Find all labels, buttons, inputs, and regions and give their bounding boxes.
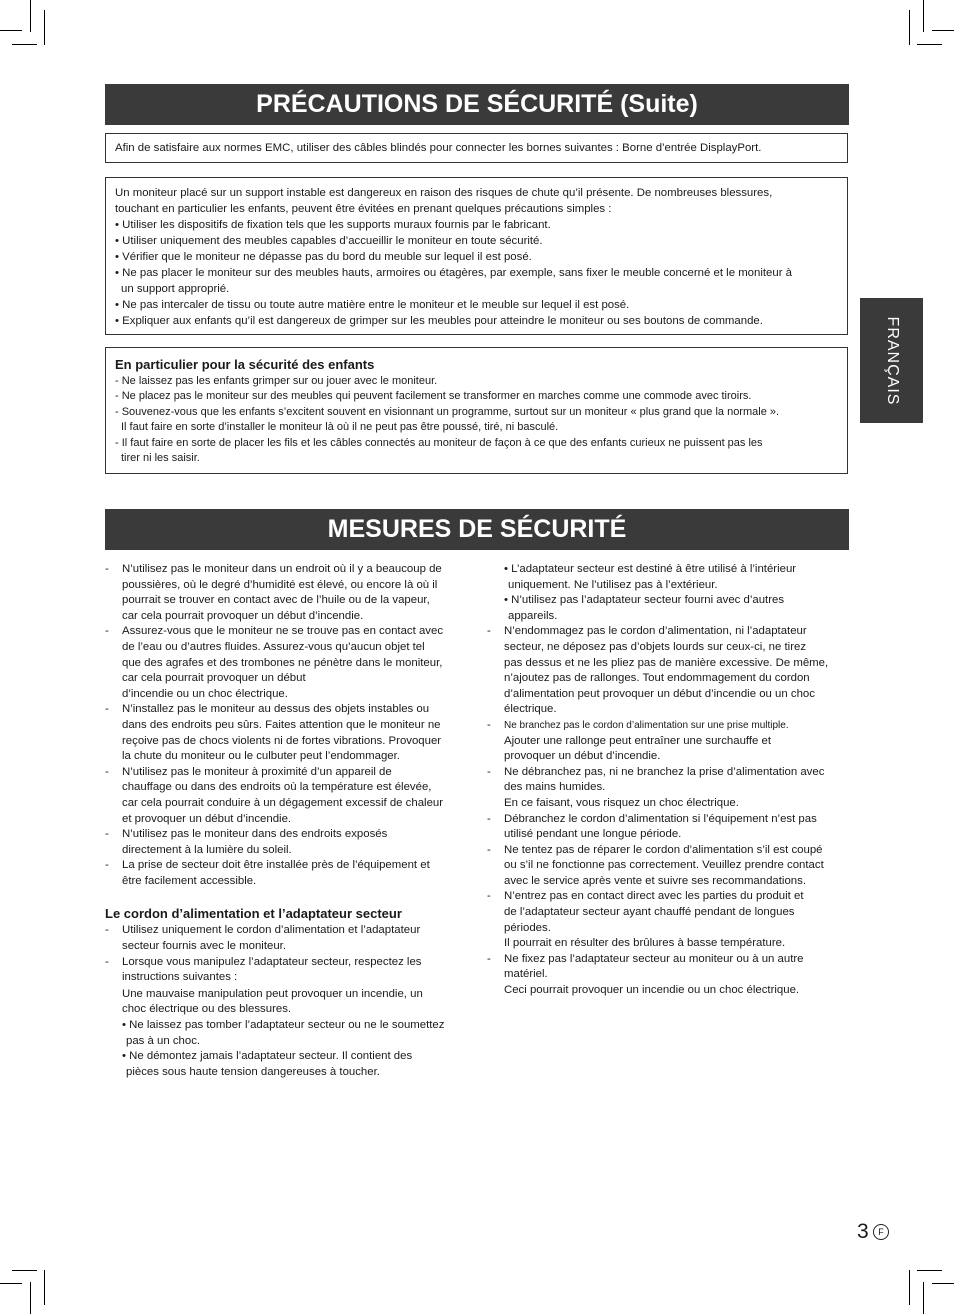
- list-item: - La prise de secteur doit être installée près de l’équipement et être facilement accessible.: [105, 859, 430, 887]
- stability-intro: Un moniteur placé sur un support instable est dangereux en raison des risques de chute qu’il présente. De nombreuses blessures,: [115, 187, 773, 199]
- list-item: - N’installez pas le moniteur au dessus des objets instables ou dans des endroits peu sûrs. Faites attention que le moniteur ne reçoive pas de chocs violents ni de fortes vibrations. Provoquer la chute du moniteur ou le culbuter peut l’endommager.: [105, 703, 442, 763]
- stability-item: • Utiliser uniquement des meubles capables d’accueillir le moniteur en toute sécurité.: [115, 235, 543, 247]
- child-safety-line: - Ne laissez pas les enfants grimper sur ou jouer avec le moniteur.: [115, 375, 438, 387]
- list-item: - Ne branchez pas le cordon d’alimentation sur une prise multiple. Ajouter une rallonge peut entraîner une surchauffe et provoquer un début d’incendie.: [487, 718, 789, 763]
- list-item: - Lorsque vous manipulez l’adaptateur secteur, respectez les instructions suivantes :: [105, 955, 422, 984]
- stability-item: • Expliquer aux enfants qu’il est dangereux de grimper sur les meubles pour atteindre le moniteur ou ses boutons de commande.: [115, 315, 763, 327]
- list-item: - N’utilisez pas le moniteur dans des endroits exposés directement à la lumière du soleil.: [105, 828, 388, 856]
- left-column: [105, 562, 470, 1080]
- child-safety-box: [105, 347, 848, 474]
- list-item: - Assurez-vous que le moniteur ne se trouve pas en contact avec de l’eau ou d’autres fluides. Assurez-vous qu’aucun objet tel que des agrafes et des trombones ne pénètre dans le moniteur, car cela pourrait provoquer un début d’incendie ou un choc électrique.: [105, 625, 444, 700]
- list-item: - Débranchez le cordon d’alimentation si l’équipement n’est pas utilisé pendant une longue période.: [487, 812, 817, 841]
- stability-item: • Ne pas placer le moniteur sur des meubles hauts, armoires ou étagères, par exemple, sans fixer le meuble concerné et le moniteur à: [115, 267, 793, 279]
- list-item: - Ne fixez pas l’adaptateur secteur au moniteur ou à un autre matériel. Ceci pourrait provoquer un incendie ou un choc électrique.: [487, 952, 804, 997]
- list-item: - Ne tentez pas de réparer le cordon d’alimentation s’il est coupé ou s’il ne fonctionne pas correctement. Veuillez prendre contact avec le service après vente et suivre ses recommandations.: [487, 843, 824, 887]
- child-safety-line: - Ne placez pas le moniteur sur des meubles qui peuvent facilement se transformer en marches comme une commode avec tiroirs.: [115, 390, 752, 403]
- child-safety-line: Il faut faire en sorte d’installer le moniteur là où il ne peut pas être poussé, tiré, ni basculé.: [121, 421, 559, 434]
- list-item: - Utilisez uniquement le cordon d’alimentation et l’adaptateur secteur fournis avec le moniteur.: [105, 924, 421, 953]
- list-item: - N’utilisez pas le moniteur dans un endroit où il y a beaucoup de poussières, où le degré d’humidité est élevé, ou encore là où il pourrait se trouver en contact avec de l’huile ou de la vapeur, car cela pourrait provoquer un début d’incendie.: [105, 563, 442, 622]
- list-item: - N’entrez pas en contact direct avec les parties du produit et de l’adaptateur secteur ayant chauffé pendant de longues périodes. Il pourrait en résulter des brûlures à basse température.: [487, 890, 804, 950]
- child-safety-line: - Souvenez-vous que les enfants s’excitent souvent en visionnant un programme, surtout sur un moniteur « plus grand que la normale ».: [115, 405, 780, 418]
- language-tab: [860, 298, 923, 423]
- right-column: [487, 562, 852, 999]
- child-safety-line: - Il faut faire en sorte de placer les fils et les câbles connectés au moniteur de façon à ce que des enfants curieux ne puissent pas les: [115, 436, 763, 449]
- list-item: - N’endommagez pas le cordon d’alimentation, ni l’adaptateur secteur, ne déposez pas d’objets lourds sur ceux-ci, ne tirez pas dessus et ne les pliez pas de manière excessive. De même, n’ajoutez pas de rallonges. Tout endommagement du cordon d’alimentation peut provoquer un début d’incendie ou un choc électrique.: [487, 625, 829, 716]
- power-cord-heading: Le cordon d’alimentation et l’adaptateur secteur: [105, 906, 402, 922]
- language-label: FRANÇAIS: [883, 316, 901, 405]
- stability-intro: touchant en particulier les enfants, peuvent être évitées en prenant quelques précautions simples :: [115, 203, 612, 215]
- child-safety-title: En particulier pour la sécurité des enfants: [115, 357, 375, 372]
- precautions-heading: PRÉCAUTIONS DE SÉCURITÉ (Suite): [105, 84, 849, 125]
- stability-item: • Ne pas intercaler de tissu ou toute autre matière entre le moniteur et le meuble sur lequel il est posé.: [115, 299, 630, 311]
- stability-warning-box: [105, 177, 848, 335]
- language-marker-icon: F: [873, 1224, 889, 1240]
- mesures-heading: MESURES DE SÉCURITÉ: [105, 509, 849, 550]
- stability-item: • Vérifier que le moniteur ne dépasse pas du bord du meuble sur lequel il est posé.: [115, 251, 532, 263]
- stability-item: • Utiliser les dispositifs de fixation tels que les supports muraux fournis par le fabricant.: [115, 219, 551, 231]
- adapter-instructions: Une mauvaise manipulation peut provoquer un incendie, un choc électrique ou des blessures. • Ne laissez pas tomber l’adaptateur secteur ou ne le soumettez pas à un choc. • Ne démontez jamais l’adaptateur secteur. Il contient des pièces sous haute tension dangereuses à toucher.: [122, 987, 445, 1078]
- emc-notice: [105, 133, 848, 163]
- list-item: - Ne débranchez pas, ni ne branchez la prise d’alimentation avec des mains humides. En ce faisant, vous risquez un choc électrique.: [487, 765, 825, 809]
- list-item: - N’utilisez pas le moniteur à proximité d’un appareil de chauffage ou dans des endroits où la température est élevée, car cela pourrait conduire à un dégagement excessif de chaleur et provoquer un début d’incendie.: [105, 765, 444, 825]
- child-safety-line: tirer ni les saisir.: [121, 452, 200, 465]
- page-number: 3: [857, 1220, 869, 1243]
- stability-item: un support approprié.: [121, 283, 230, 295]
- emc-text: Afin de satisfaire aux normes EMC, utiliser des câbles blindés pour connecter les bornes suivantes : Borne d’entrée DisplayPort.: [115, 142, 762, 154]
- adapter-bullets: • L’adaptateur secteur est destiné à être utilisé à l’intérieur uniquement. Ne l’utilisez pas à l’extérieur. • N’utilisez pas l’adaptateur secteur fourni avec d’autres appareils.: [504, 563, 797, 622]
